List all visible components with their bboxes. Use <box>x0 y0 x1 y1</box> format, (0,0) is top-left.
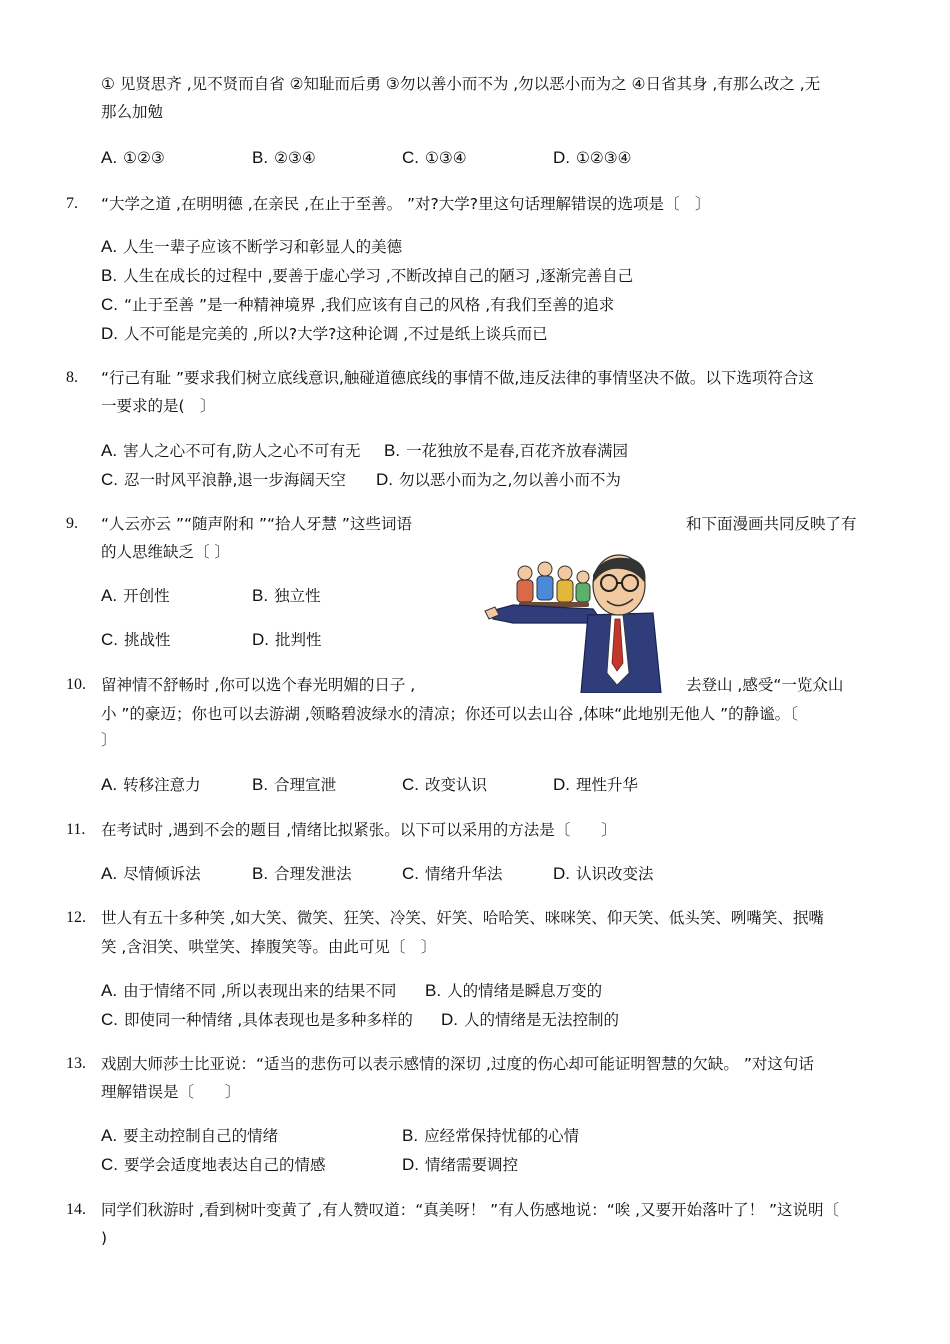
q12-option-c: C. 即使同一种情绪 ,具体表现也是多种多样的 <box>101 1010 413 1029</box>
q12-option-d: D. 人的情绪是无法控制的 <box>441 1010 620 1029</box>
q13-option-a: A. 要主动控制自己的情绪 <box>101 1126 279 1145</box>
question-stem-part-2: 和下面漫画共同反映了有 <box>686 515 857 533</box>
q11-option-a: A. 尽情倾诉法 <box>101 864 201 883</box>
intro-line-2: 那么加勉 <box>101 103 164 121</box>
question-stem-line-1: 世人有五十多种笑 ,如大笑、微笑、狂笑、冷笑、奸笑、哈哈笑、咪咪笑、仰天笑、低头笑、咧嘴笑、抿嘴 <box>101 909 824 927</box>
q10-option-a: A. 转移注意力 <box>101 775 201 794</box>
question-number: 9. <box>66 515 78 532</box>
question-stem-line-1: “行己有耻 ”要求我们树立底线意识,触碰道德底线的事情不做,违反法律的事情坚决不做。以下选项符合这 <box>101 369 814 387</box>
question-stem-line-2: 理解错误是〔 〕 <box>101 1083 241 1101</box>
q12-option-a: A. 由于情绪不同 ,所以表现出来的结果不同 <box>101 981 397 1000</box>
q11-option-b: B. 合理发泄法 <box>252 864 352 883</box>
q9-option-d: D. 批判性 <box>252 630 322 649</box>
intro-option-d: D. ①②③④ <box>553 148 632 167</box>
q8-option-b: B. 一花独放不是春,百花齐放春满园 <box>384 441 628 460</box>
q7-option-b: B. 人生在成长的过程中 ,要善于虚心学习 ,不断改掉自己的陋习 ,逐渐完善自己 <box>101 266 634 285</box>
question-stem-line-1: 同学们秋游时 ,看到树叶变黄了 ,有人赞叹道：“真美呀！ ”有人伤感地说：“唉 ,又要开始落叶了！ ”这说明〔 <box>101 1201 840 1219</box>
q10-option-d: D. 理性升华 <box>553 775 639 794</box>
question-number: 14. <box>66 1201 86 1218</box>
q11-option-d: D. 认识改变法 <box>553 864 654 883</box>
intro-option-b: B. ②③④ <box>252 148 316 167</box>
question-stem-line-2: 小 ”的豪迈；你也可以去游湖 ,领略碧波绿水的清凉；你还可以去山谷 ,体味“此地别无他人 ”的静谧。〔 <box>101 705 798 723</box>
question-stem-line-2: 笑 ,含泪笑、哄堂笑、捧腹笑等。由此可见〔 〕 <box>101 938 437 956</box>
question-stem: 在考试时 ,遇到不会的题目 ,情绪比拟紧张。以下可以采用的方法是〔 〕 <box>101 821 617 839</box>
intro-option-a: A. ①②③ <box>101 148 165 167</box>
q9-option-b: B. 独立性 <box>252 586 321 605</box>
question-stem-line-2: ) <box>101 1229 108 1247</box>
q10-option-b: B. 合理宣泄 <box>252 775 337 794</box>
q8-option-c: C. 忍一时风平浪静,退一步海阔天空 <box>101 470 346 489</box>
pointing-arm <box>491 605 603 623</box>
question-number: 7. <box>66 195 78 212</box>
q12-option-b: B. 人的情绪是瞬息万变的 <box>425 981 603 1000</box>
intro-line-1: ① 见贤思齐 ,见不贤而自省 ②知耻而后勇 ③勿以善小而不为 ,勿以恶小而为之 ④日省其身 ,有那么改之 ,无 <box>101 75 821 93</box>
question-number: 8. <box>66 369 78 386</box>
q7-option-d: D. 人不可能是完美的 ,所以?大学?这种论调 ,不过是纸上谈兵而已 <box>101 324 548 343</box>
question-stem-line-2: 一要求的是( 〕 <box>101 397 216 415</box>
q13-option-c: C. 要学会适度地表达自己的情感 <box>101 1155 326 1174</box>
q10-option-c: C. 改变认识 <box>402 775 488 794</box>
question-stem: “大学之道 ,在明明德 ,在亲民 ,在止于至善。 ”对?大学?里这句话理解错误的选项是〔 〕 <box>101 195 711 213</box>
question-stem-part-1: “人云亦云 ”“随声附和 ”“拾人牙慧 ”这些词语 <box>101 515 412 533</box>
q9-option-c: C. 挑战性 <box>101 630 171 649</box>
intro-option-c: C. ①③④ <box>402 148 467 167</box>
q7-option-a: A. 人生一辈子应该不断学习和彰显人的美德 <box>101 237 403 256</box>
q8-option-a: A. 害人之心不可有,防人之心不可有无 <box>101 441 361 460</box>
question-stem-part-2: 去登山 ,感受“一览众山 <box>686 676 844 694</box>
q13-option-d: D. 情绪需要调控 <box>402 1155 519 1174</box>
question-stem-line-2: 的人思维缺乏〔 〕 <box>101 543 230 561</box>
question-stem-part-1: 留神情不舒畅时 ,你可以选个春光明媚的日子 , <box>101 676 416 694</box>
question-number: 10. <box>66 676 86 693</box>
question-stem-line-3: 〕 <box>101 731 117 749</box>
q9-option-a: A. 开创性 <box>101 586 170 605</box>
question-number: 11. <box>66 821 86 838</box>
q7-option-c: C. “止于至善 ”是一种精神境界 ,我们应该有自己的风格 ,有我们至善的追求 <box>101 295 615 314</box>
question-number: 12. <box>66 909 86 926</box>
question-stem-line-1: 戏剧大师莎士比亚说：“适当的悲伤可以表示感情的深切 ,过度的伤心却可能证明智慧的欠缺。 ”对这句话 <box>101 1055 814 1073</box>
q13-option-b: B. 应经常保持忧郁的心情 <box>402 1126 580 1145</box>
question-number: 13. <box>66 1055 86 1072</box>
cartoon-illustration <box>483 553 665 693</box>
q8-option-d: D. 勿以恶小而为之,勿以善小而不为 <box>376 470 621 489</box>
small-people-group <box>517 562 590 607</box>
q11-option-c: C. 情绪升华法 <box>402 864 503 883</box>
